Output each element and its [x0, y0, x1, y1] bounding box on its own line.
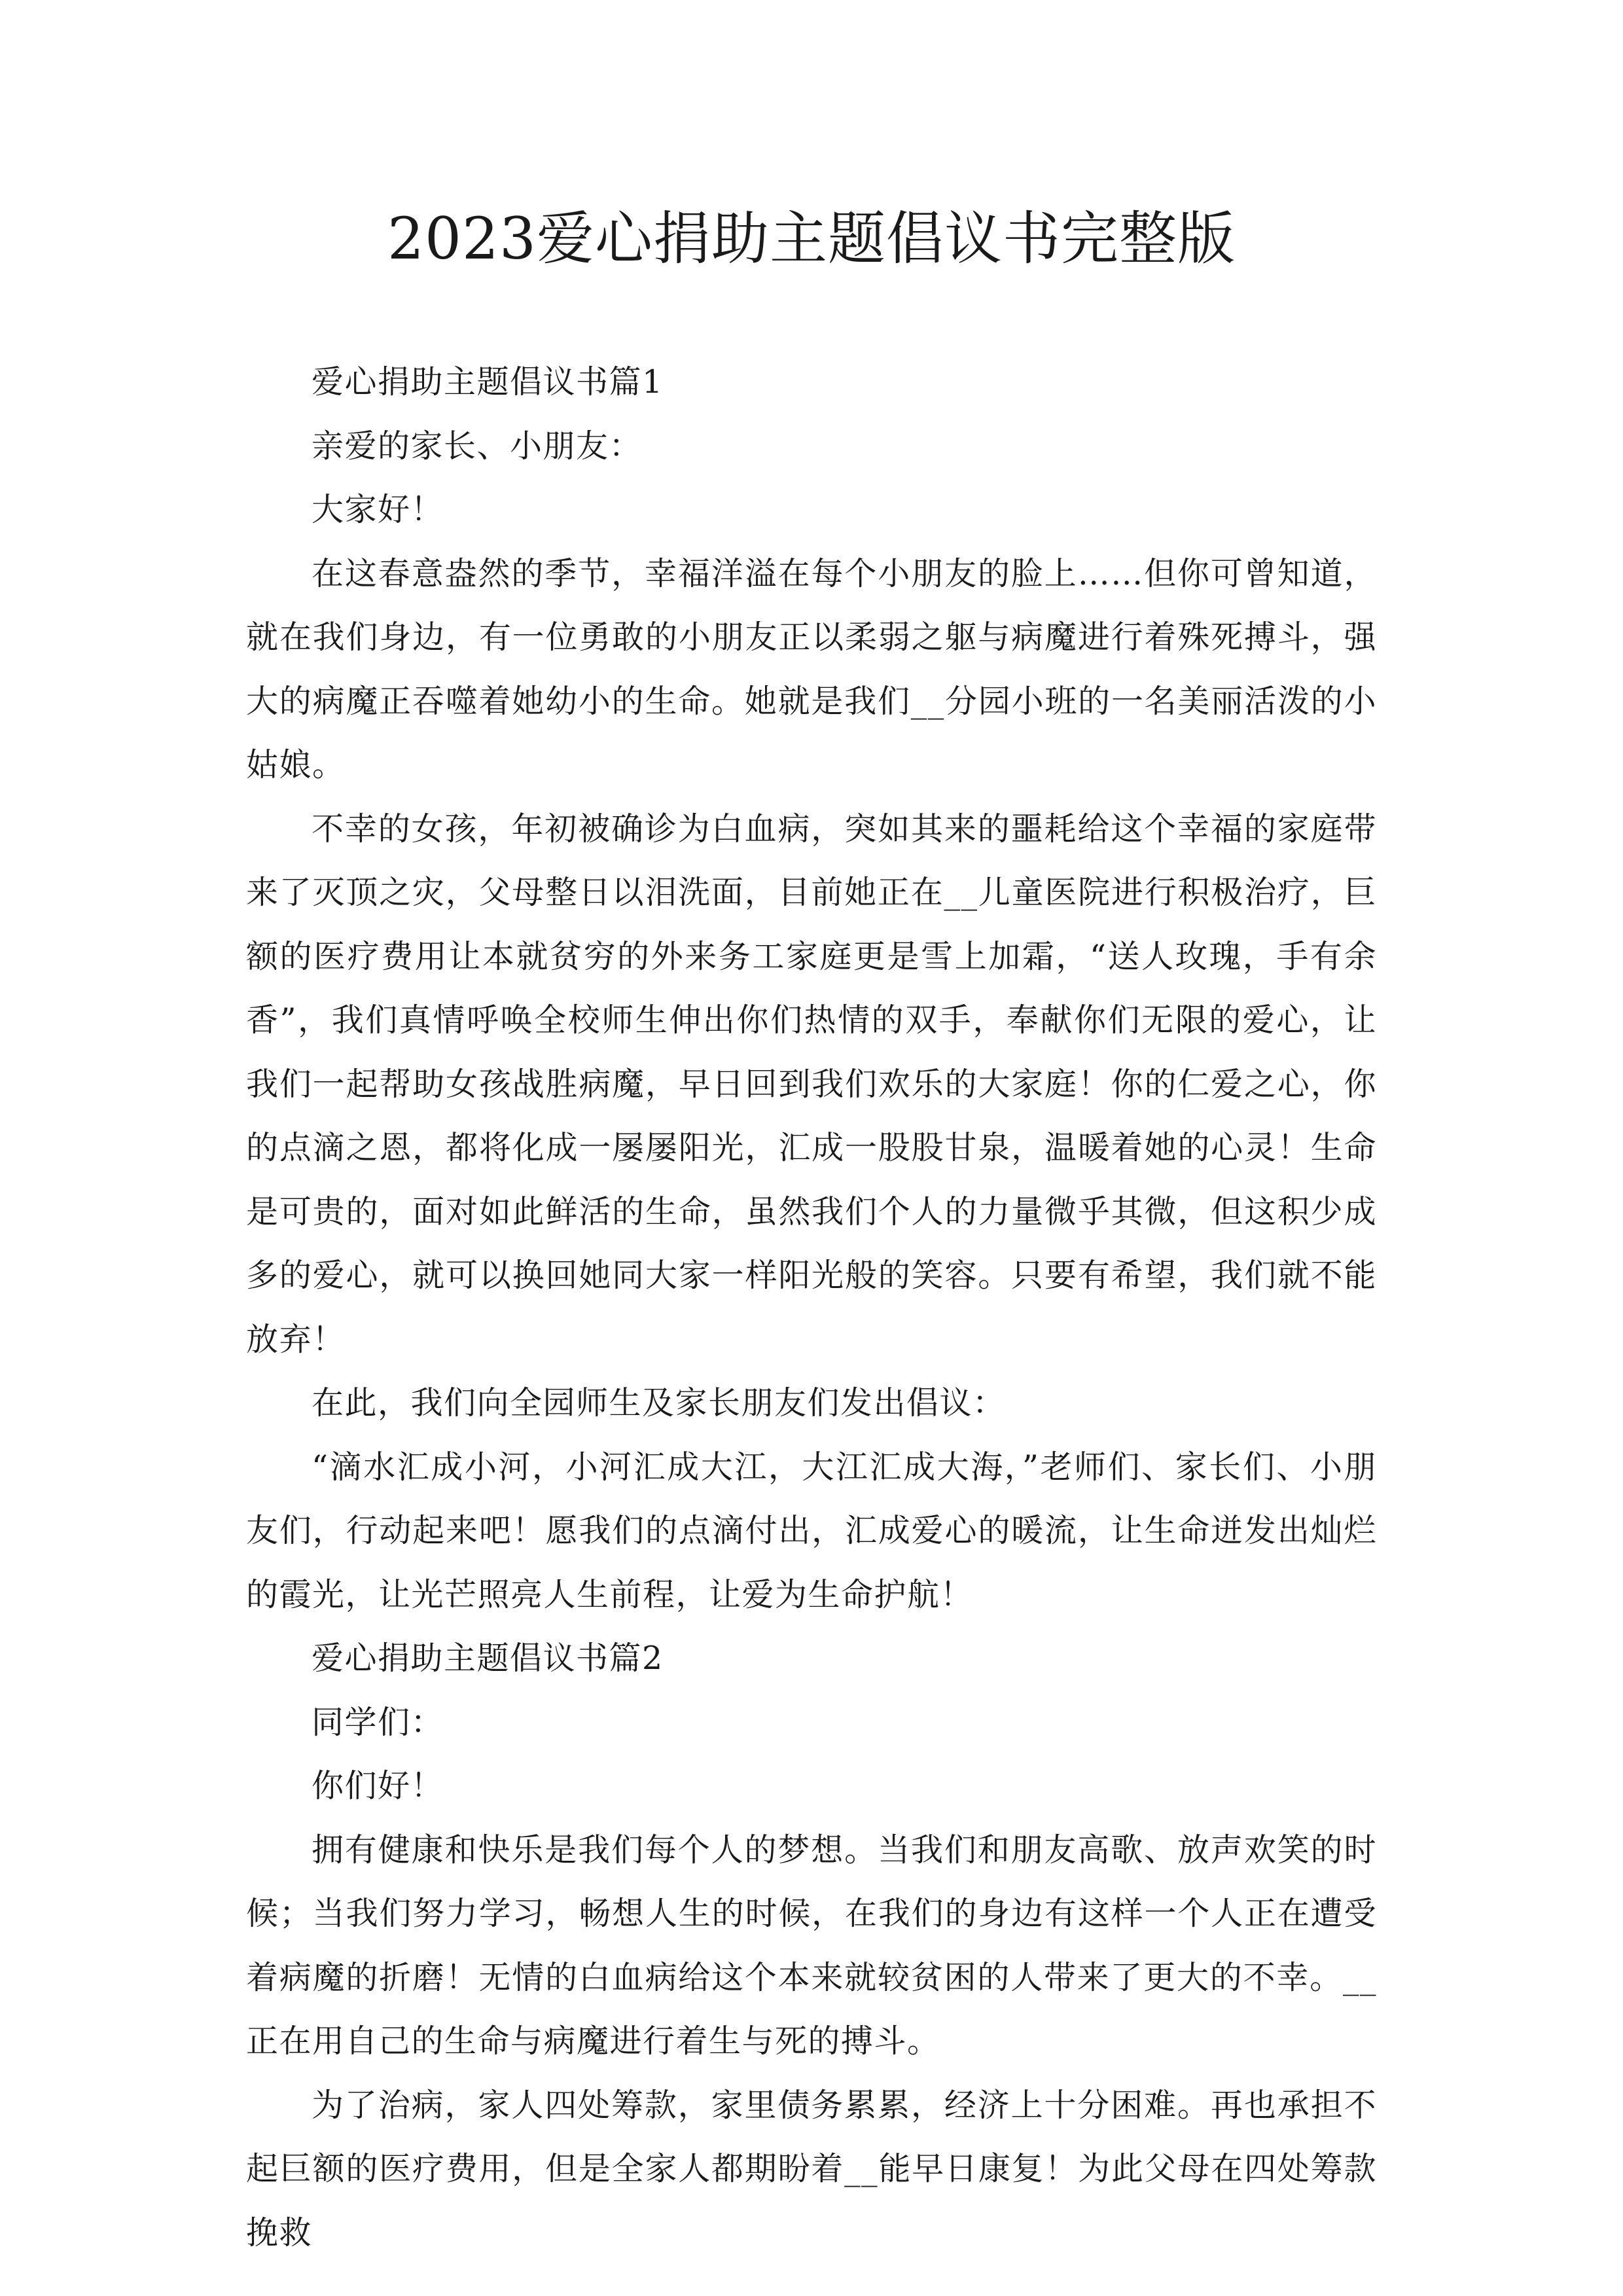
document-body — [246, 350, 1377, 2265]
body-paragraph: 不幸的女孩，年初被确诊为白血病，突如其来的噩耗给这个幸福的家庭带来了灭顶之灾，父母整日以泪洗面，目前她正在__儿童医院进行积极治疗，巨额的医疗费用让本就贫穷的外来务工家庭更是雪上加霜，“送人玫瑰，手有余香”，我们真情呼唤全校师生伸出你们热情的双手，奉献你们无限的爱心，让我们一起帮助女孩战胜病魔，早日回到我们欢乐的大家庭！你的仁爱之心，你的点滴之恩，都将化成一屡屡阳光，汇成一股股甘泉，温暖着她的心灵！生命是可贵的，面对如此鲜活的生命，虽然我们个人的力量微乎其微，但这积少成多的爱心，就可以换回她同大家一样阳光般的笑容。只要有希望，我们就不能放弃！ — [246, 810, 1377, 1358]
greeting-2: 你们好！ — [312, 1767, 444, 1804]
greeting-1: 大家好！ — [312, 491, 444, 528]
section-heading-2: 爱心捐助主题倡议书篇2 — [312, 1640, 664, 1677]
body-paragraph: 为了治病，家人四处筹款，家里债务累累，经济上十分困难。再也承担不起巨额的医疗费用，但是全家人都期盼着__能早日康复！为此父母在四处筹款挽救 — [246, 2086, 1377, 2251]
body-paragraph: “滴水汇成小河，小河汇成大江，大江汇成大海，”老师们、家长们、小朋友们，行动起来吧！愿我们的点滴付出，汇成爱心的暖流，让生命迸发出灿烂的霞光，让光芒照亮人生前程，让爱为生命护航！ — [246, 1448, 1377, 1613]
body-paragraph: 在这春意盎然的季节，幸福洋溢在每个小朋友的脸上……但你可曾知道，就在我们身边，有一位勇敢的小朋友正以柔弱之躯与病魔进行着殊死搏斗，强大的病魔正吞噬着她幼小的生命。她就是我们__分园小班的一名美丽活泼的小姑娘。 — [246, 554, 1377, 783]
section-heading-1: 爱心捐助主题倡议书篇1 — [312, 363, 664, 401]
document-title: 2023爱心捐助主题倡议书完整版 — [387, 205, 1236, 272]
body-paragraph: 在此，我们向全园师生及家长朋友们发出倡议： — [312, 1384, 1006, 1422]
salutation-2: 同学们： — [312, 1703, 444, 1741]
body-paragraph: 拥有健康和快乐是我们每个人的梦想。当我们和朋友高歌、放声欢笑的时候；当我们努力学习，畅想人生的时候，在我们的身边有这样一个人正在遭受着病魔的折磨！无情的白血病给这个本来就较贫困的人带来了更大的不幸。__正在用自己的生命与病魔进行着生与死的搏斗。 — [246, 1831, 1377, 2060]
salutation-1: 亲爱的家长、小朋友： — [312, 427, 643, 465]
